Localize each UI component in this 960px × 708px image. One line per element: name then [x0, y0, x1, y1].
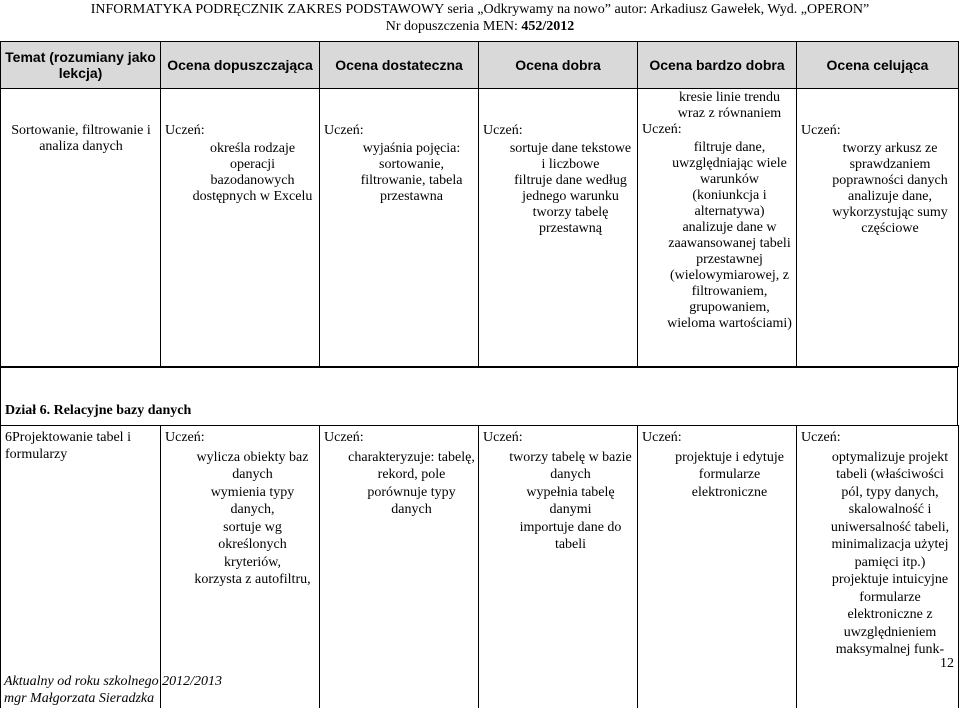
- student-label: Uczeń:: [324, 123, 364, 138]
- col-topic-header: Temat (rozumiany jako lekcja): [1, 42, 161, 89]
- list-item-text: analizuje dane, wykorzystując sumy częściowe: [832, 189, 948, 236]
- list-item: [483, 519, 634, 554]
- list-bardzo-dobra: [638, 89, 796, 332]
- list-item: [801, 449, 955, 572]
- grading-table-section-6: [0, 425, 959, 708]
- student-label: Uczeń:: [324, 430, 364, 445]
- list-item-text: projektuje intuicyjne formularze elektroniczne z uwzględnieniem maksymalnej funk-: [831, 572, 949, 657]
- table-row: [1, 89, 959, 367]
- continued-text: kresie linie trendu wraz z równaniem: [677, 90, 782, 121]
- list-celujaca: [797, 89, 958, 237]
- list-item: [801, 571, 955, 659]
- list-item-text: charakteryzuje: tabelę, rekord, pole: [348, 449, 475, 482]
- list-dopuszczajaca: [161, 426, 319, 589]
- grade-cell: [161, 89, 320, 367]
- list-item: [165, 484, 316, 519]
- list-item: [801, 141, 955, 189]
- topic-cell: [1, 89, 161, 367]
- grade-cell: [479, 89, 638, 367]
- document-header-title: INFORMATYKA PODRĘCZNIK ZAKRES PODSTAWOWY seria „Odkrywamy na nowo” autor: Arkadiusz Gawełek, Wyd. „OPERON”: [90, 2, 870, 17]
- list-item-text: tworzy tabelę przestawną: [532, 205, 609, 236]
- student-label: Uczeń:: [165, 430, 205, 445]
- section-title: Dział 6. Relacyjne bazy danych: [1, 368, 958, 426]
- list-item: [165, 571, 316, 589]
- list-dobra: [479, 89, 637, 237]
- list-item: [324, 449, 475, 484]
- list-item-text: optymalizuje projekt tabeli (właściwości pól, typy danych, skalowalność i uniwersalność tabeli, minimalizacja użytej pamięci itp.): [830, 449, 950, 570]
- grade-cell: [161, 426, 320, 708]
- list-item-text: wymienia typy danych,: [210, 484, 295, 517]
- student-label: Uczeń:: [801, 123, 841, 138]
- student-label: Uczeń:: [642, 430, 682, 445]
- list-item: [642, 449, 793, 502]
- topic-text: Sortowanie, filtrowanie i analiza danych: [11, 123, 151, 154]
- col-grade-3-header: Ocena dostateczna: [320, 42, 479, 89]
- grade-cell: [320, 426, 479, 708]
- list-item: [483, 484, 634, 519]
- list-celujaca: [797, 426, 958, 659]
- topic-text: 6Projektowanie tabel i formularzy: [5, 430, 131, 462]
- list-item: [165, 519, 316, 572]
- list-item: [165, 141, 316, 205]
- list-item-text: importuje dane do tabeli: [519, 519, 622, 552]
- list-item-text: tworzy tabelę w bazie danych: [509, 449, 632, 482]
- list-item-text: porównuje typy danych: [367, 484, 456, 517]
- student-label: Uczeń:: [165, 123, 205, 138]
- table-header-row: [1, 42, 959, 89]
- list-item: [801, 189, 955, 237]
- list-item-text: analizuje dane w zaawansowanej tabeli przestawnej (wielowymiarowej, z filtrowaniem, grupowaniem, wieloma wartościami): [667, 220, 792, 331]
- col-grade-4-header: Ocena dobra: [479, 42, 638, 89]
- approval-label: Nr dopuszczenia MEN:: [385, 19, 522, 34]
- grade-cell: [638, 89, 797, 367]
- list-item-text: filtruje dane według jednego warunku: [514, 173, 627, 204]
- list-dostateczna: [320, 89, 478, 205]
- list-item-text: korzysta z autofiltru,: [194, 572, 311, 587]
- list-item-text: projektuje i edytuje formularze elektroniczne: [675, 449, 784, 500]
- list-item: [483, 205, 634, 237]
- list-item: [483, 449, 634, 484]
- list-item: [642, 140, 793, 220]
- col-grade-5-header: Ocena bardzo dobra: [638, 42, 797, 89]
- table-row: [1, 426, 959, 708]
- student-label: Uczeń:: [483, 123, 523, 138]
- footer-author: mgr Małgorzata Sieradzka: [4, 691, 155, 706]
- grade-cell: [638, 426, 797, 708]
- grade-cell: [320, 89, 479, 367]
- grade-cell: [797, 426, 959, 708]
- list-item-text: wypełnia tabelę danymi: [526, 484, 615, 517]
- list-dostateczna: [320, 426, 478, 519]
- student-label: Uczeń:: [801, 430, 841, 445]
- page-number: 12: [940, 656, 954, 671]
- grade-cell: [797, 89, 959, 367]
- list-item-text: filtruje dane, uwzględniając wiele warunków (koniunkcja i alternatywa): [672, 140, 787, 219]
- list-item-text: sortuje wg określonych kryteriów,: [218, 519, 287, 570]
- list-item: [483, 173, 634, 205]
- footer-validity: Aktualny od roku szkolnego 2012/2013: [4, 674, 223, 689]
- list-item: [324, 141, 475, 205]
- grading-table: [0, 41, 959, 367]
- list-item: [483, 141, 634, 173]
- student-label: Uczeń:: [483, 430, 523, 445]
- list-item-text: tworzy arkusz ze sprawdzaniem poprawności danych: [832, 141, 948, 188]
- list-item: [642, 220, 793, 332]
- list-item-text: wylicza obiekty baz danych: [196, 449, 309, 482]
- section-row: [0, 367, 958, 426]
- list-item: [165, 449, 316, 484]
- col-grade-6-header: Ocena celująca: [797, 42, 959, 89]
- approval-number: 452/2012: [521, 19, 575, 34]
- list-item: [324, 484, 475, 519]
- list-item-text: określa rodzaje operacji bazodanowych dostępnych w Excelu: [192, 141, 313, 204]
- grade-cell: [479, 426, 638, 708]
- list-item-text: wyjaśnia pojęcia: sortowanie, filtrowanie, tabela przestawna: [360, 141, 463, 204]
- topic-cell: [1, 426, 161, 708]
- list-bardzo-dobra: [638, 426, 796, 501]
- document-header-approval: [0, 18, 960, 35]
- list-item-text: sortuje dane tekstowe i liczbowe: [509, 141, 632, 172]
- col-grade-2-header: Ocena dopuszczająca: [161, 42, 320, 89]
- student-label: Uczeń:: [642, 122, 682, 137]
- list-dopuszczajaca: [161, 89, 319, 205]
- list-dobra: [479, 426, 637, 554]
